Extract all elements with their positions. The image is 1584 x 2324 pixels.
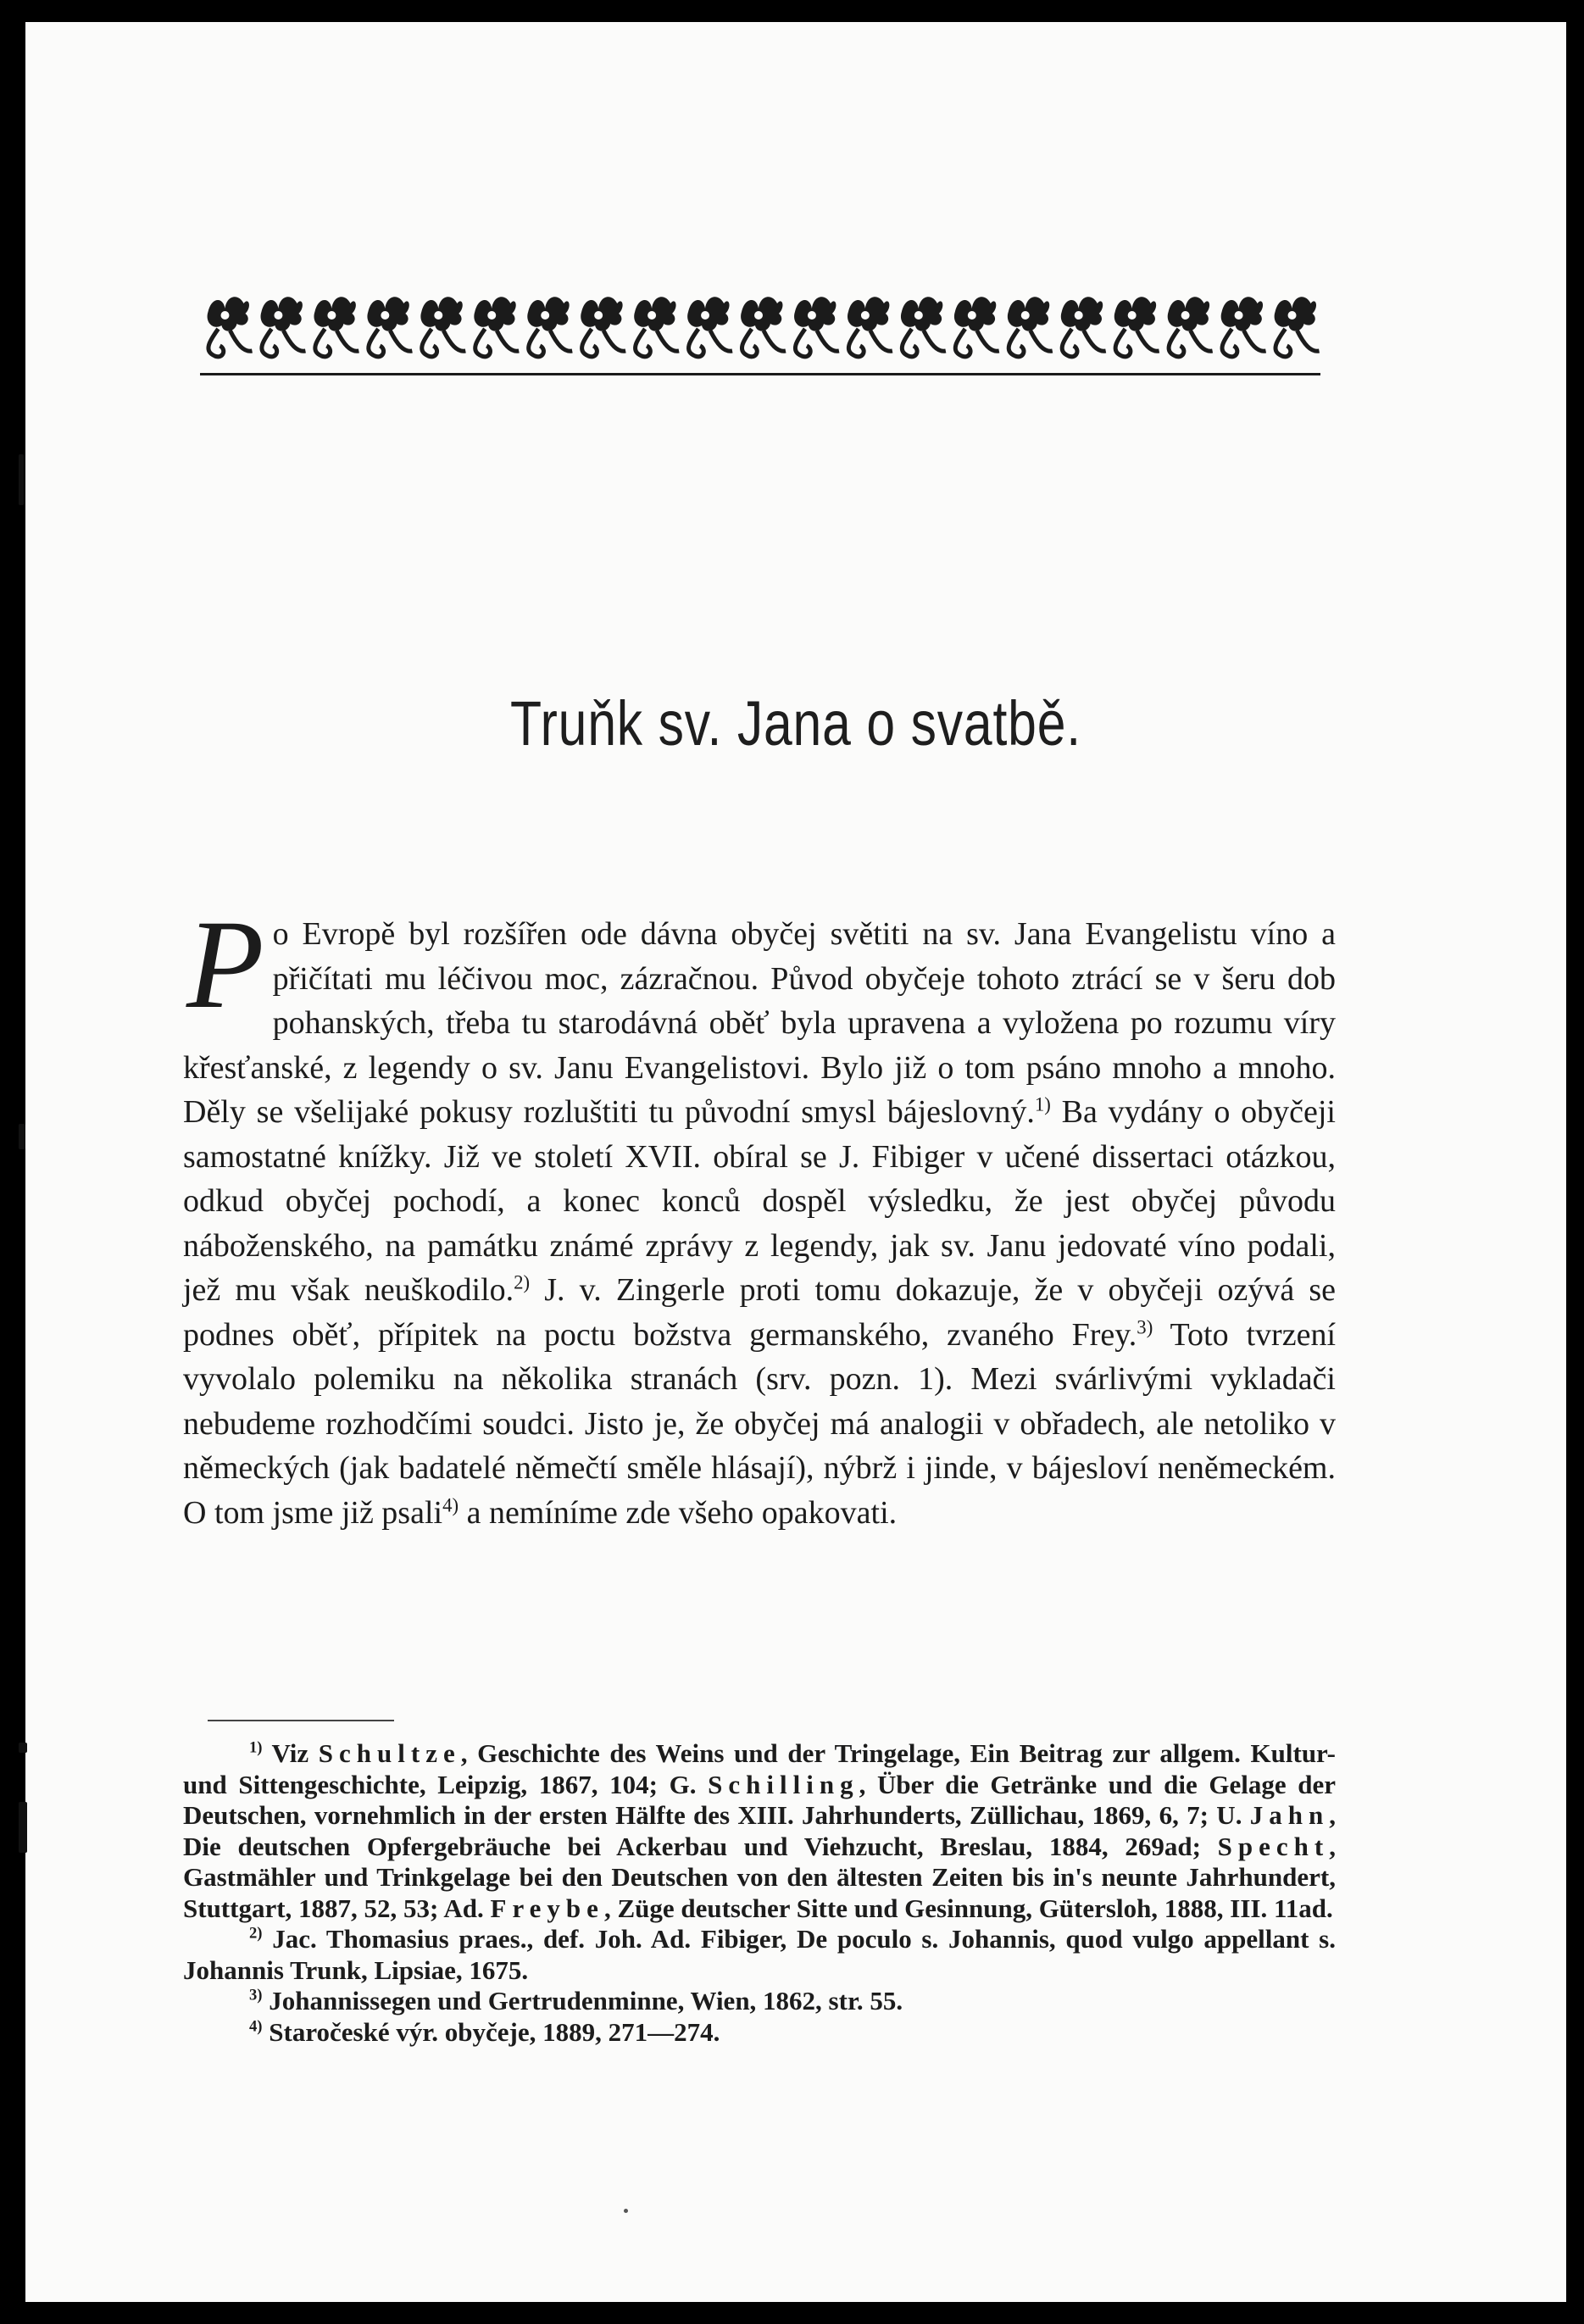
body-paragraph — [183, 894, 1337, 1535]
fleuron-icon — [261, 297, 306, 357]
footnote-ref: 3) — [1137, 1315, 1153, 1337]
fleuron-icon — [527, 297, 572, 357]
fleuron-icon — [581, 297, 625, 357]
footnote-text: , Die deutschen Opfergebräuche bei Ackerbau und Viehzucht, Breslau, 1884, 269ad; — [183, 1800, 1336, 1861]
footnote-text: Staročeské výr. obyčeje, 1889, 271—274. — [262, 2016, 720, 2047]
footnote-mark: 4) — [249, 2017, 263, 2036]
fleuron-icon — [848, 297, 892, 357]
edge-mark — [19, 1743, 27, 1753]
fleuron-icon — [1275, 297, 1320, 357]
fleuron-icon — [1008, 297, 1053, 357]
page-title: Truňk sv. Jana o svatbě. — [510, 688, 1081, 759]
fleuron-icon — [474, 297, 519, 357]
edge-mark — [19, 1802, 27, 1853]
footnote-ref: 4) — [442, 1493, 459, 1515]
fleuron-icon — [741, 297, 786, 357]
edge-mark — [19, 454, 24, 505]
ornament-rule — [200, 373, 1320, 375]
fleuron-icon — [634, 297, 679, 357]
author-name: Jahn — [1249, 1800, 1330, 1830]
author-name: Freybe — [490, 1893, 604, 1923]
footnote-mark: 2) — [249, 1924, 263, 1943]
author-name: Schultze — [318, 1738, 461, 1768]
paragraph-text: a nemíníme zde všeho opakovati. — [459, 1494, 898, 1531]
footnote-ref: 1) — [1034, 1093, 1051, 1115]
fleuron-icon — [794, 297, 839, 357]
footnote-1 — [183, 1738, 1336, 1924]
footnote-mark: 1) — [249, 1738, 263, 1757]
footnote-text: , Gastmähler und Trinkgelage bei den Deutschen von den ältesten Zeiten bis in's neunte Jahrhundert, Stuttgart, 1887, 52, 53; Ad. — [183, 1831, 1336, 1923]
paragraph-text: Ba vydány o obyčeji samostatné knížky. Již ve století XVII. obíral se J. Fibiger v učené dissertaci otázkou, odkud obyčej pochodí, a konec konců dospěl výsledku, že jest obyčej původu náboženského, na památku známé zprávy z legendy, jak sv. Janu jedovaté víno podali, jež mu však neuškodilo. — [183, 1094, 1336, 1308]
footnote-text: , Über die Getränke und die Gelage der Deutschen, vornehmlich in der ersten Hälfte des XIII. Jahrhunderts, Züllichau, 1869, 6, 7; U. — [183, 1769, 1336, 1830]
fleuron-icon — [1221, 297, 1266, 357]
book-page — [25, 22, 1566, 2302]
fleuron-icon — [1061, 297, 1106, 357]
author-name: Schilling — [708, 1769, 859, 1799]
drop-cap: P — [186, 894, 264, 1035]
footnote-ref: 2) — [514, 1271, 531, 1293]
footnote-4 — [183, 2017, 1336, 2049]
footnote-3 — [183, 1986, 1336, 2017]
fleuron-icon — [1168, 297, 1213, 357]
fleuron-icon — [367, 297, 412, 357]
fleuron-icon — [1114, 297, 1159, 357]
footnote-text: , Geschichte des Weins und der Tringelage, Ein Beitrag zur allgem. Kultur- und Sittengeschichte, Leipzig, 1867, 104; G. — [183, 1738, 1336, 1799]
fleuron-icon — [314, 297, 358, 357]
author-name: Specht — [1217, 1831, 1330, 1861]
footnote-text: Viz — [262, 1738, 319, 1768]
footnote-2 — [183, 1924, 1336, 1986]
footnote-text: Jac. Thomasius praes., def. Joh. Ad. Fibiger, De poculo s. Johannis, quod vulgo appellant s. Johannis Trunk, Lipsiae, 1675. — [183, 1924, 1336, 1985]
footnotes — [183, 1738, 1336, 2048]
footnote-text: Johannissegen und Gertrudenminne, Wien, 1862, str. 55. — [262, 1986, 903, 2015]
fleuron-icon — [901, 297, 946, 357]
footnote-text: , Züge deutscher Sitte und Gesinnung, Gütersloh, 1888, III. 11ad. — [603, 1893, 1333, 1923]
fleuron-icon — [208, 297, 253, 357]
edge-mark — [19, 1124, 25, 1149]
paragraph-text: J. v. Zingerle proti tomu dokazuje, že v obyčeji ozývá se podnes oběť, přípitek na poctu božstva germanského, zvaného Frey. — [183, 1272, 1336, 1353]
fleuron-icon — [954, 297, 999, 357]
fleuron-icon — [687, 297, 732, 357]
footnote-divider — [208, 1720, 394, 1721]
paragraph-text: o Evropě byl rozšířen ode dávna obyčej světiti na sv. Jana Evangelistu víno a přičítati mu léčivou moc, zázračnou. Původ obyčeje tohoto ztrácí se v šeru dob pohanských, třeba tu starodávná oběť byla upravena a vyložena po rozumu víry křesťanské, z legendy o sv. Janu Evangelistovi. Bylo již o tom psáno mnoho a mnoho. Děly se všelijaké pokusy rozluštiti tu původní smysl bájeslovný. — [183, 916, 1336, 1130]
footnote-mark: 3) — [249, 1986, 263, 2004]
specks — [624, 2209, 628, 2213]
fleuron-icon — [420, 297, 465, 357]
paragraph-text: Toto tvrzení vyvolalo polemiku na několika stranách (srv. pozn. 1). Mezi svárlivými vykladači nebudeme rozhodčími soudci. Jisto je, že obyčej má analogii v obřadech, ale netoliko v německých (jak badatelé němečtí směle hlásají), nýbrž i jinde, v bájesloví neněmeckém. O tom jsme již psali — [183, 1316, 1337, 1531]
ornament-band — [200, 278, 1320, 378]
